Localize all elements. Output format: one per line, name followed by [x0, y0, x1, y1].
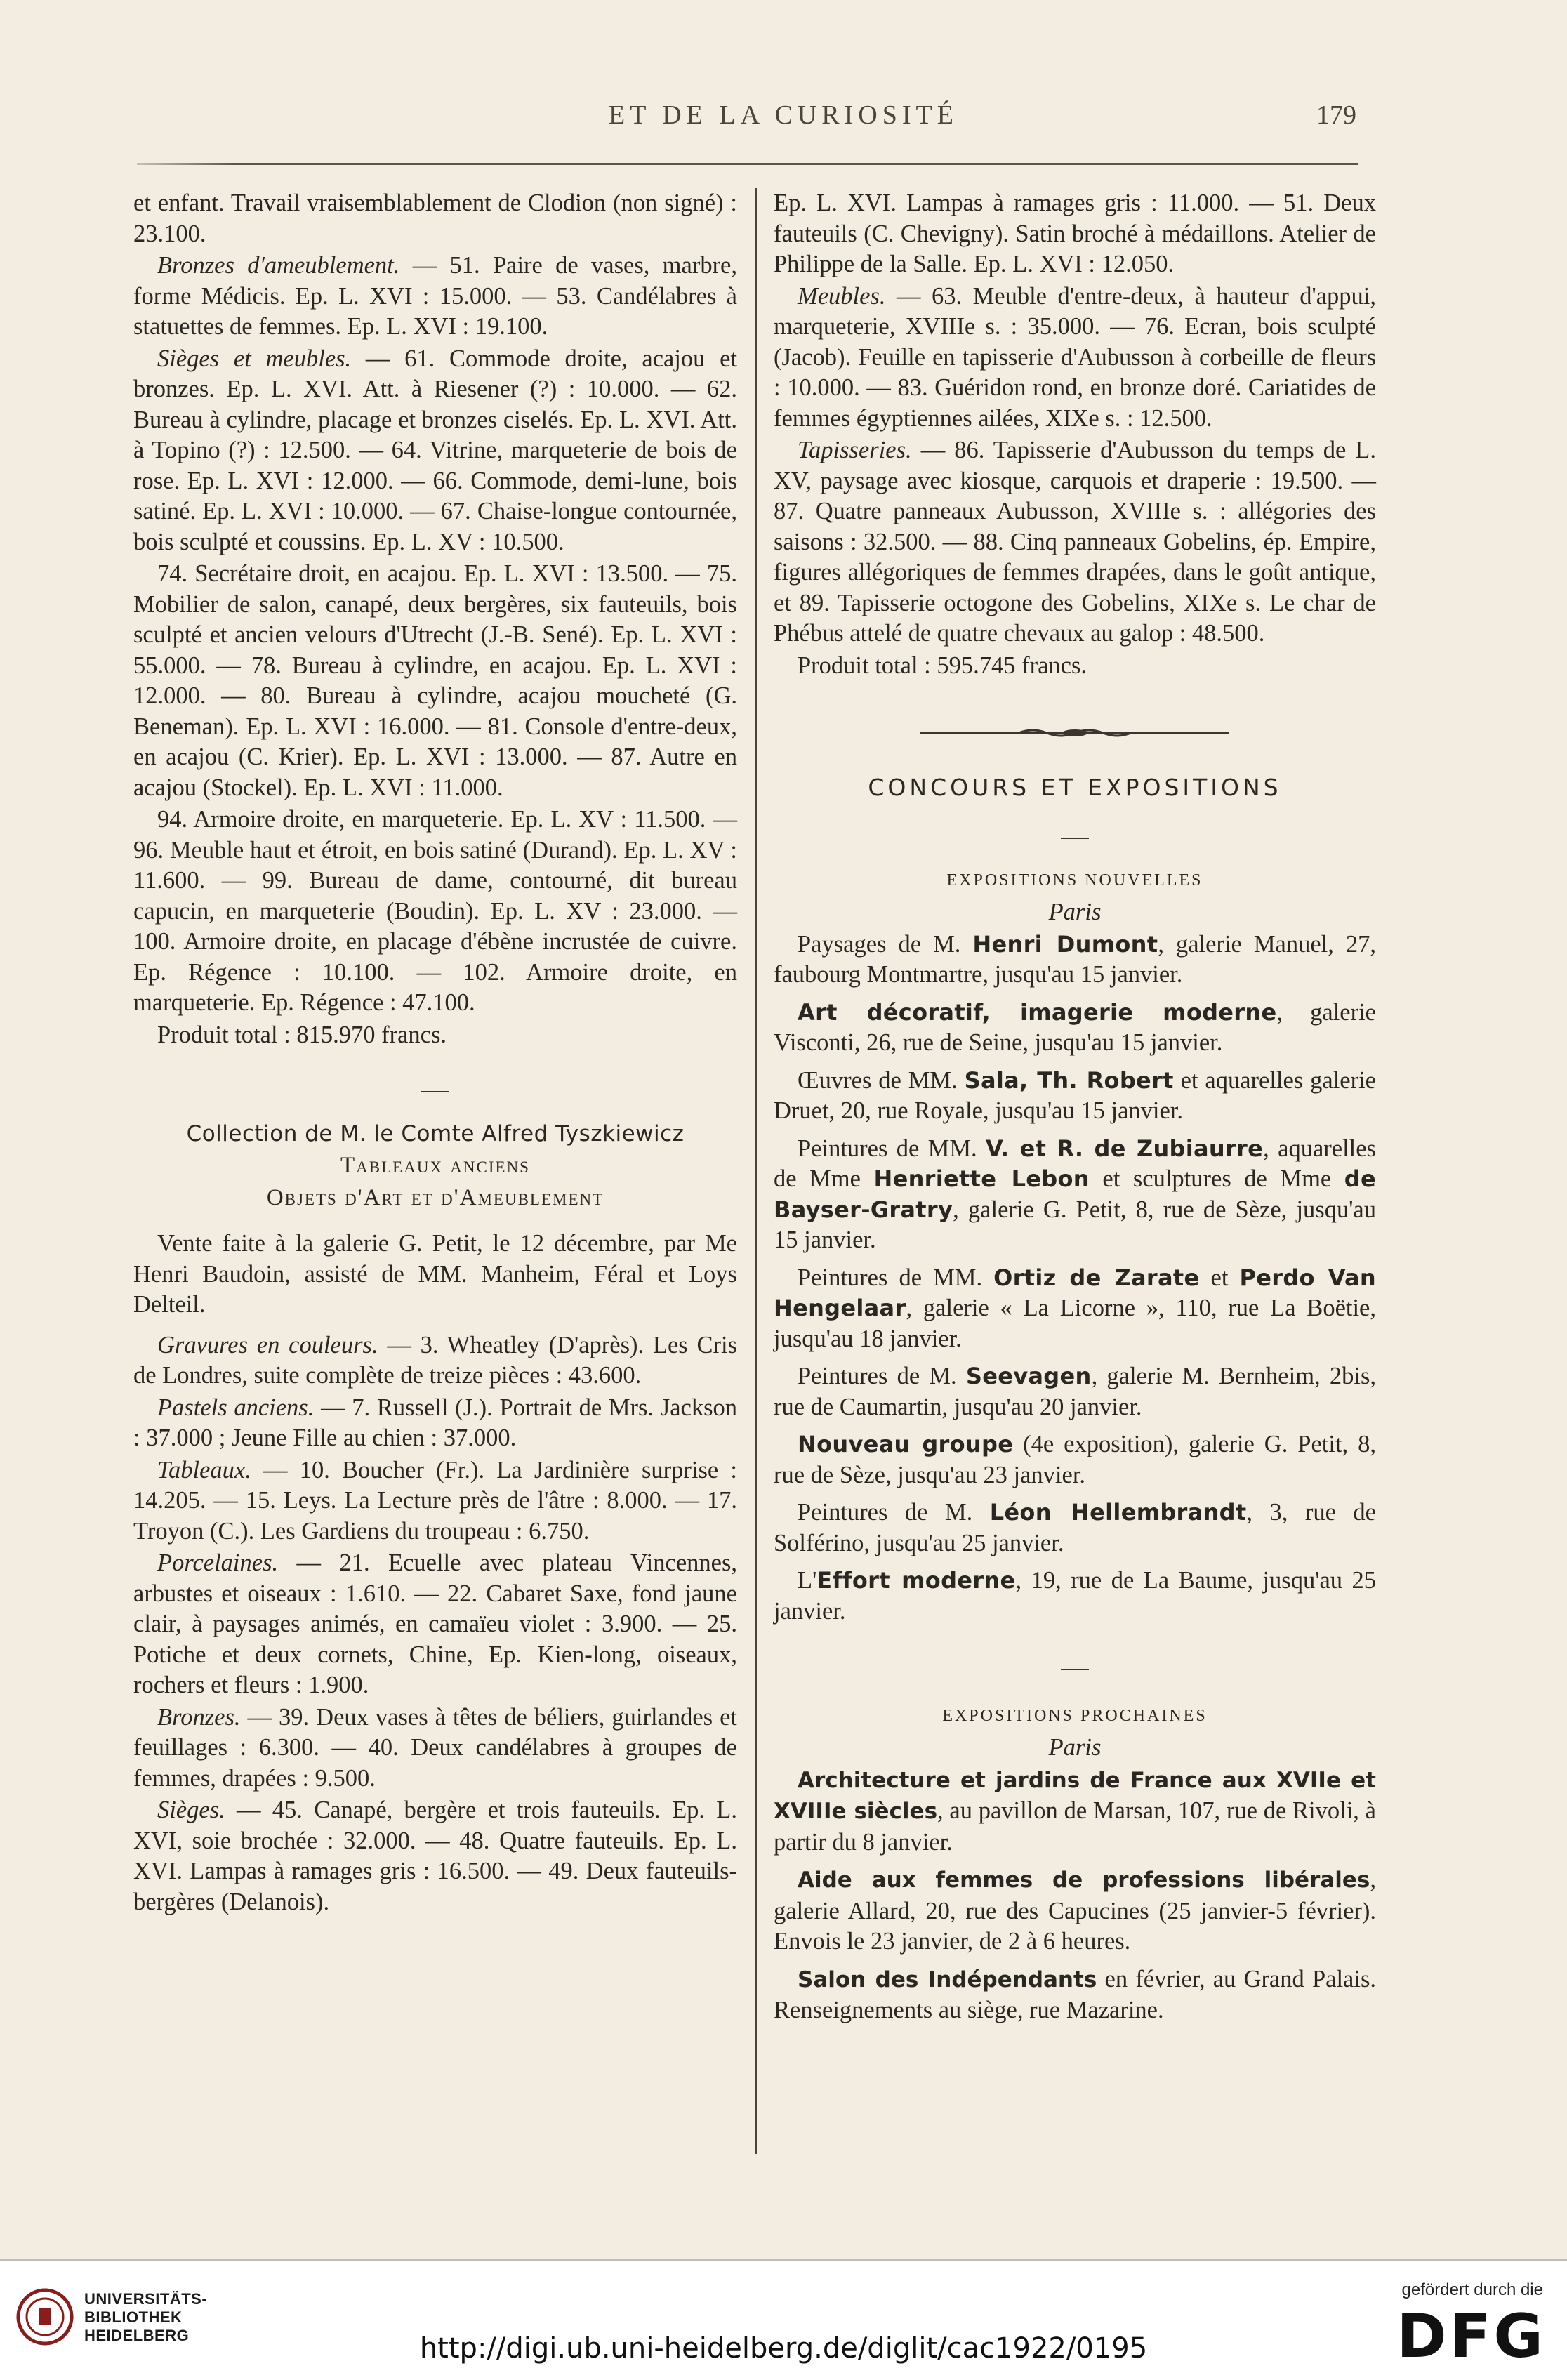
sale-paragraph: Vente faite à la galerie G. Petit, le 12 décembre, par Me Henri Baudoin, assisté de MM. Manheim, Féral et Loys Delteil. — [133, 1230, 737, 1318]
entry-name: Nouveau groupe — [798, 1431, 1014, 1457]
paragraph-text: — 10. Boucher (Fr.). La Jardinière surprise : 14.205. — 15. Leys. La Lecture près de l'âtre : 8.000. — 17. Troyon (C.). Les Gardiens du troupeau : 6.750. — [133, 1456, 737, 1545]
paragraph — [133, 1703, 737, 1794]
exhibition-entry — [774, 930, 1376, 991]
entry-name: Aide aux femmes de professions libérales — [798, 1867, 1370, 1893]
paragraph: et enfant. Travail vraisemblablement de Clodion (non signé) : 23.100. — [133, 190, 737, 247]
entry-text: , aquarelles de Mme — [774, 1135, 1376, 1192]
city-label: Paris — [1048, 899, 1102, 925]
exhibition-entry — [774, 1134, 1376, 1256]
funding-note: gefördert durch die — [1401, 2280, 1543, 2299]
entry-text: Peintures de MM. — [798, 1135, 986, 1162]
entry-text: , galerie M. Bernheim, 2bis, rue de Caumartin, jusqu'au 20 janvier. — [774, 1363, 1376, 1420]
library-name-line: HEIDELBERG — [84, 2327, 190, 2344]
footer-rule — [0, 2259, 1567, 2261]
entry-text: , galerie G. Petit, 8, rue de Sèze, jusqu'au 15 janvier. — [774, 1196, 1376, 1253]
right-column — [774, 188, 1376, 2026]
exhibition-entry — [774, 1361, 1376, 1422]
paragraph — [133, 344, 737, 558]
page-number: 179 — [1316, 100, 1356, 130]
paragraph: 94. Armoire droite, en marqueterie. Ep. L. XV : 11.500. — 96. Meuble haut et étroit, en bois satiné (Durand). Ep. L. XV : 11.600. — 99. Bureau de dame, contourné, dit bureau capucin, en marqueterie (Boudin). Ep. L. XV : 23.000. — 100. Armoire droite, en placage d'ébène incrustée de cuivre. Ep. Régence : 10.100. — 102. Armoire droite, en marqueterie. Ep. Régence : 47.100. — [133, 806, 737, 1016]
entry-name: V. et R. de Zubiaurre — [986, 1135, 1264, 1162]
total-line: Produit total : 595.745 francs. — [798, 652, 1087, 679]
entry-text: et sculptures de Mme — [1089, 1165, 1344, 1192]
paragraph — [133, 1795, 737, 1917]
entry-text: Peintures de M. — [798, 1499, 990, 1526]
paragraph — [133, 1393, 737, 1454]
entry-text: , 3, rue de Solférino, jusqu'au 25 janvier. — [774, 1499, 1376, 1556]
entry-text: , au pavillon de Marsan, 107, rue de Rivoli, à partir du 8 janvier. — [774, 1797, 1376, 1856]
entry-text: L' — [798, 1567, 817, 1594]
library-name-line: UNIVERSITÄTS- — [84, 2290, 208, 2308]
subsection-heading: EXPOSITIONS NOUVELLES — [946, 871, 1203, 890]
entry-text: et — [1199, 1264, 1240, 1291]
entry-name: Effort moderne — [816, 1567, 1016, 1594]
paragraph — [774, 282, 1376, 435]
paragraph-text: — 63. Meuble d'entre-deux, à hauteur d'appui, marqueterie, XVIIIe s. : 35.000. — 76. Ecran, bois sculpté (Jacob). Feuille en tapisserie d'Aubusson à corbeille de fleurs : 10.000. — 83. Guéridon rond, en bronze doré. Cariatides de femmes égyptiennes ailées, XIXe s. : 12.500. — [774, 282, 1376, 432]
header-rule — [137, 163, 1358, 165]
paragraph — [774, 435, 1376, 649]
entry-text: , galerie Allard, 20, rue des Capucines (25 janvier-5 février). Envois le 23 janvier, de 2 à 6 heures. — [774, 1866, 1376, 1955]
category-label: Sièges. — [157, 1797, 225, 1823]
exhibition-entry — [774, 1263, 1376, 1355]
category-label: Tapisseries. — [798, 437, 912, 463]
entry-name: Léon Hellembrandt — [989, 1499, 1247, 1526]
entry-name: Sala, Th. Robert — [964, 1066, 1174, 1094]
entry-text: , galerie Manuel, 27, faubourg Montmartre, jusqu'au 15 janvier. — [774, 930, 1377, 988]
paragraph-text: — 51. Paire de vases, marbre, forme Médicis. Ep. L. XVI : 15.000. — 53. Candélabres à statuettes de femmes. Ep. L. XVI : 19.100. — [133, 252, 737, 340]
entry-name: Art décoratif, imagerie moderne — [798, 998, 1277, 1026]
entry-name: Salon des Indépendants — [798, 1966, 1097, 1992]
library-name-line: BIBLIOTHEK — [84, 2308, 183, 2326]
exhibition-entry — [774, 1498, 1376, 1559]
collection-subtitle: Tableaux anciens — [340, 1153, 530, 1178]
city-label: Paris — [1048, 1734, 1102, 1761]
entry-name: Henri Dumont — [972, 930, 1158, 958]
entry-name: Seevagen — [965, 1363, 1092, 1389]
exhibition-entry — [774, 1566, 1376, 1627]
exhibition-entry — [774, 998, 1376, 1059]
section-title: CONCOURS ET EXPOSITIONS — [868, 773, 1282, 801]
paragraph-text: — 61. Commode droite, acajou et bronzes. Ep. L. XVI. Att. à Riesener (?) : 10.000. — 62. Bureau à cylindre, placage et bronzes ciselés. Ep. L. XVI. Att. à Topino (?) : 12.500. — 64. Vitrine, marqueterie de bois de rose. Ep. L. XVI : 12.000. — 66. Commode, demi-lune, bois satiné. Ep. L. XVI : 10.000. — 67. Chaise-longue contournée, bois sculpté et coussins. Ep. L. XV : 10.500. — [133, 345, 737, 555]
exhibition-entry — [774, 1066, 1376, 1127]
entry-text: et aquarelles galerie Druet, 20, rue Royale, jusqu'au 15 janvier. — [774, 1066, 1376, 1124]
paragraph — [133, 1455, 737, 1547]
separator — [774, 817, 1376, 847]
paragraph: 74. Secrétaire droit, en acajou. Ep. L. XVI : 13.500. — 75. Mobilier de salon, canapé, deux bergères, six fauteuils, bois sculpté et ancien velours d'Utrecht (J.-B. Sené). Ep. L. XVI : 55.000. — 78. Bureau à cylindre, en acajou. Ep. L. XVI : 12.000. — 80. Bureau à cylindre, acajou moucheté (G. Beneman). Ep. L. XVI : 16.000. — 81. Console d'entre-deux, en acajou (C. Krier). Ep. L. XVI : 13.000. — 87. Autre en acajou (Stockel). Ep. L. XVI : 11.000. — [133, 560, 737, 801]
paragraph — [133, 1330, 737, 1391]
entry-name: Henriette Lebon — [873, 1165, 1090, 1192]
paragraph-text: — 39. Deux vases à têtes de béliers, guirlandes et feuillages : 6.300. — 40. Deux candélabres à groupes de femmes, drapées : 9.500. — [133, 1703, 737, 1792]
category-label: Bronzes. — [157, 1703, 241, 1731]
category-label: Tableaux. — [157, 1456, 251, 1483]
entry-text: (4e exposition), galerie G. Petit, 8, rue de Sèze, jusqu'au 23 janvier. — [774, 1431, 1376, 1488]
paragraph-text: — 3. Wheatley (D'après). Les Cris de Londres, suite complète de treize pièces : 43.600. — [133, 1331, 737, 1389]
exhibition-entry — [774, 1865, 1376, 1957]
entry-name: de Bayser-Gratry — [774, 1165, 1377, 1223]
separator — [774, 1648, 1376, 1679]
paragraph — [133, 251, 737, 343]
source-url-link[interactable]: http://digi.ub.uni-heidelberg.de/diglit/cac1922/0195 — [419, 2332, 1148, 2365]
collection-subtitle: Objets d'Art et d'Ameublement — [266, 1184, 604, 1210]
dfg-logo: DFG — [1396, 2301, 1546, 2372]
category-label: Bronzes d'ameublement. — [157, 252, 400, 279]
paragraph-text: — 86. Tapisserie d'Aubusson du temps de L. XV, paysage avec kiosque, carquois et draperie : 19.500. — 87. Quatre panneaux Aubusson, XVIIIe s. : allégories des saisons : 32.500. — 88. Cinq panneaux Gobelins, ép. Empire, figures allégoriques de femmes drapées, dans le goût antique, et 89. Tapisserie octogone des Gobelins, XIXe s. Le char de Phébus attelé de quatre chevaux au galop : 48.500. — [774, 437, 1376, 647]
total-line: Produit total : 815.970 francs. — [157, 1021, 447, 1048]
category-label: Porcelaines. — [157, 1549, 279, 1576]
paragraph-text: — 21. Ecuelle avec plateau Vincennes, arbustes et oiseaux : 1.610. — 22. Cabaret Saxe, fond jaune clair, à paysages animés, en camaïeu violet : 3.900. — 25. Potiche et deux cornets, Chine, Ep. Kien-long, oiseaux, rochers et fleurs : 1.900. — [133, 1549, 737, 1698]
entry-name: Architecture et jardins de France aux XVIIe et XVIIIe siècles — [774, 1767, 1376, 1824]
entry-text: Paysages de M. — [798, 930, 973, 958]
paragraph — [133, 1548, 737, 1701]
entry-text: Peintures de M. — [798, 1363, 966, 1389]
running-title: ET DE LA CURIOSITÉ — [609, 100, 958, 130]
entry-text: , galerie Visconti, 26, rue de Seine, jusqu'au 15 janvier. — [774, 998, 1376, 1056]
category-label: Sièges et meubles. — [157, 345, 352, 372]
paragraph-text: — 45. Canapé, bergère et trois fauteuils. Ep. L. XVI, soie brochée : 32.000. — 48. Quatre fauteuils. Ep. L. XVI. Lampas à ramages gris : 16.500. — 49. Deux fauteuils-bergères (Delanois). — [133, 1797, 737, 1915]
category-label: Gravures en couleurs. — [157, 1331, 378, 1358]
entry-text: , 19, rue de La Baume, jusqu'au 25 janvier. — [774, 1567, 1376, 1625]
entry-name: Ortiz de Zarate — [993, 1264, 1200, 1291]
exhibition-entry — [774, 1964, 1376, 2026]
exhibition-entry — [774, 1429, 1376, 1490]
ornament-divider-icon — [774, 716, 1376, 747]
collection-title: Collection de M. le Comte Alfred Tyszkiewicz — [186, 1120, 685, 1146]
paragraph: Ep. L. XVI. Lampas à ramages gris : 11.000. — 51. Deux fauteuils (C. Chevigny). Satin broché à médaillons. Atelier de Philippe de la Salle. Ep. L. XVI : 12.050. — [774, 190, 1376, 277]
left-column — [133, 188, 737, 1917]
entry-text: Œuvres de MM. — [798, 1066, 965, 1094]
entry-text: Peintures de MM. — [798, 1264, 994, 1291]
subsection-heading: EXPOSITIONS PROCHAINES — [942, 1706, 1208, 1725]
exhibition-entry — [774, 1765, 1376, 1858]
column-divider — [755, 188, 757, 2154]
entry-text: en février, au Grand Palais. Renseignements au siège, rue Mazarine. — [774, 1965, 1377, 2023]
entry-name: Perdo Van Hengelaar — [774, 1264, 1376, 1321]
paragraph-text: — 7. Russell (J.). Portrait de Mrs. Jackson : 37.000 ; Jeune Fille au chien : 37.000. — [133, 1394, 738, 1451]
category-label: Meubles. — [798, 282, 886, 310]
entry-text: , galerie « La Licorne », 110, rue La Boëtie, jusqu'au 18 janvier. — [774, 1295, 1376, 1352]
separator — [133, 1070, 737, 1101]
category-label: Pastels anciens. — [157, 1394, 315, 1421]
